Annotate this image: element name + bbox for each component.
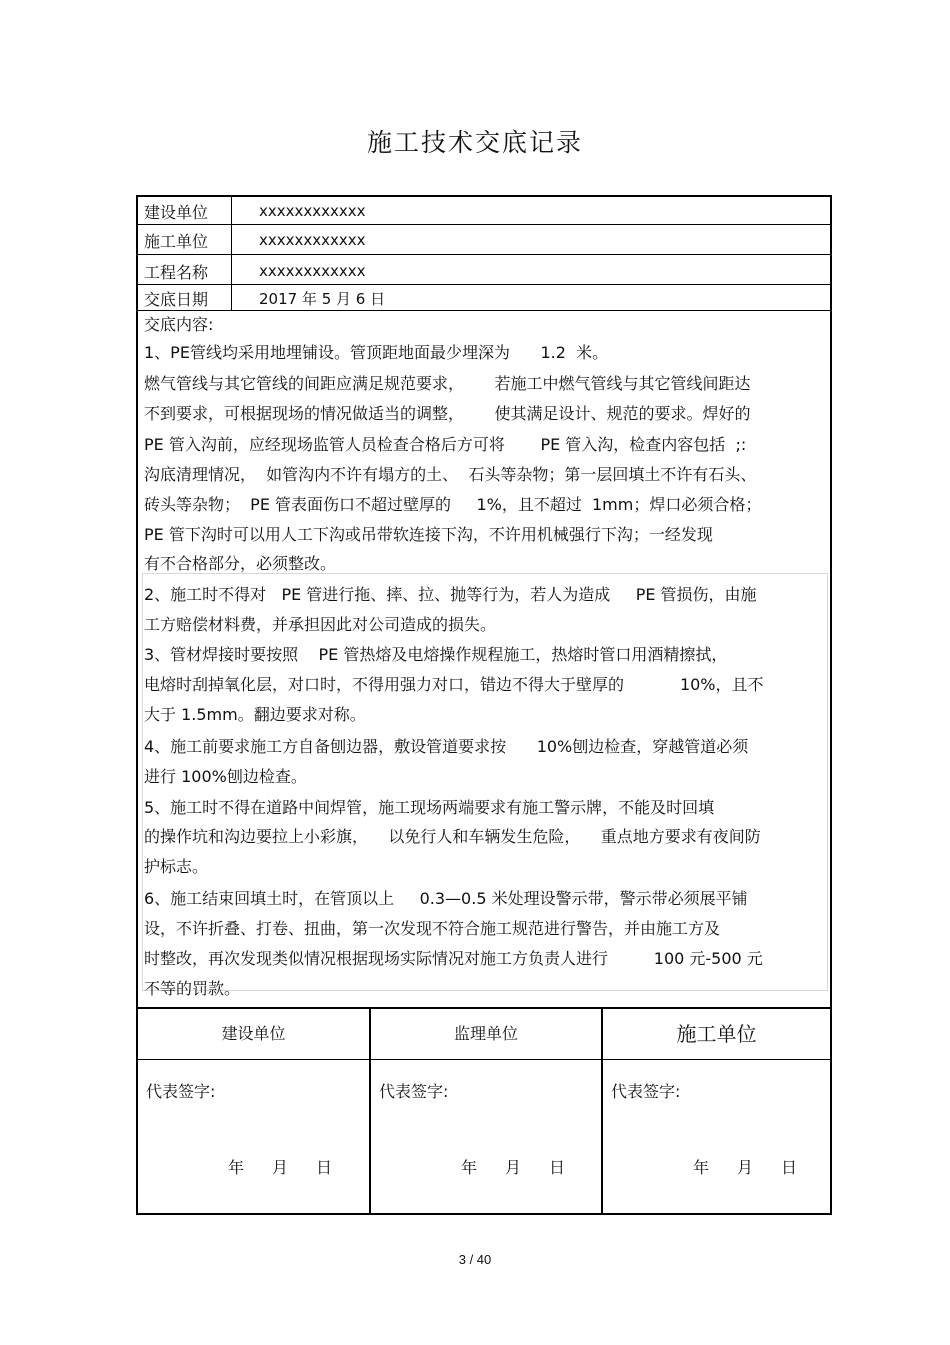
month-label: 月 <box>505 1158 522 1177</box>
year-label: 年 <box>461 1158 478 1177</box>
content-line: 时整改，再次发现类似情况根据现场实际情况对施工方负责人进行 100 元-500 元 <box>144 949 763 968</box>
info-value: 2017 年 5 月 6 日 <box>259 290 386 308</box>
signature-date <box>461 1155 593 1178</box>
info-row-handover-date <box>138 285 830 311</box>
info-label: 交底日期 <box>144 290 209 309</box>
handover-record-table <box>136 195 832 1215</box>
representative-signature-label: 代表签字: <box>146 1082 216 1101</box>
content-line: 进行 100%刨边检查。 <box>144 767 307 786</box>
year-label: 年 <box>228 1158 245 1177</box>
content-line: 1、PE管线均采用地埋铺设。管顶距地面最少埋深为 1.2 米。 <box>144 343 609 362</box>
signature-date <box>693 1155 825 1178</box>
content-line: 砖头等杂物； PE 管表面伤口不超过壁厚的 1%，且不超过 1mm；焊口必须合格； <box>144 495 762 514</box>
content-line: 设，不许折叠、打卷、扭曲，第一次发现不符合施工规范进行警告，并由施工方及 <box>144 919 721 938</box>
signature-unit-title: 施工单位 <box>603 1009 830 1060</box>
content-line: 不到要求，可根据现场的情况做适当的调整， 使其满足设计、规范的要求。焊好的 <box>144 404 751 423</box>
signature-unit-title: 建设单位 <box>138 1009 369 1060</box>
day-label: 日 <box>781 1158 798 1177</box>
info-value: xxxxxxxxxxxx <box>259 231 366 249</box>
content-line: 的操作坑和沟边要拉上小彩旗， 以免行人和车辆发生危险， 重点地方要求有夜间防 <box>144 827 761 846</box>
content-line: 大于 1.5mm。翻边要求对称。 <box>144 705 366 724</box>
info-row-builder-unit <box>138 225 830 255</box>
content-line: 燃气管线与其它管线的间距应满足规范要求， 若施工中燃气管线与其它管线间距达 <box>144 374 751 393</box>
signature-area <box>138 1007 830 1215</box>
month-label: 月 <box>272 1158 289 1177</box>
info-row-construction-unit <box>138 197 830 225</box>
signature-column-supervision <box>371 1009 601 1215</box>
content-line: PE 管入沟前，应经现场监管人员检查合格后方可将 PE 管入沟，检查内容包括 ;: <box>144 435 747 454</box>
content-line: 不等的罚款。 <box>144 979 241 998</box>
content-heading: 交底内容: <box>144 315 214 334</box>
signature-column-construction <box>138 1009 369 1215</box>
signature-unit-title: 监理单位 <box>371 1009 601 1060</box>
content-line: PE 管下沟时可以用人工下沟或吊带软连接下沟，不许用机械强行下沟；一经发现 <box>144 525 713 544</box>
handover-content <box>138 311 830 1007</box>
signature-column-builder <box>603 1009 830 1215</box>
year-label: 年 <box>693 1158 710 1177</box>
day-label: 日 <box>316 1158 333 1177</box>
content-line: 4、施工前要求施工方自备刨边器，敷设管道要求按 10%刨边检查，穿越管道必须 <box>144 737 749 756</box>
info-label: 工程名称 <box>144 263 209 282</box>
content-line: 3、管材焊接时要按照 PE 管热熔及电熔操作规程施工，热熔时管口用酒精擦拭， <box>144 645 728 664</box>
info-value: xxxxxxxxxxxx <box>259 202 366 220</box>
page-number: 3 / 40 <box>458 1252 492 1267</box>
content-line: 有不合格部分，必须整改。 <box>144 554 337 573</box>
content-line: 护标志。 <box>144 857 209 876</box>
page-title: 施工技术交底记录 <box>366 128 583 157</box>
month-label: 月 <box>737 1158 754 1177</box>
content-line: 5、施工时不得在道路中间焊管，施工现场两端要求有施工警示牌，不能及时回填 <box>144 798 715 817</box>
signature-date <box>228 1155 360 1178</box>
content-line: 沟底清理情况， 如管沟内不许有塌方的土、 石头等杂物；第一层回填土不许有石头、 <box>144 465 757 484</box>
day-label: 日 <box>549 1158 566 1177</box>
content-line: 2、施工时不得对 PE 管进行拖、摔、拉、抛等行为，若人为造成 PE 管损伤，由施 <box>144 585 757 604</box>
info-row-project-name <box>138 255 830 285</box>
info-label: 施工单位 <box>144 232 209 251</box>
content-line: 电熔时刮掉氧化层，对口时，不得用强力对口，错边不得大于壁厚的 10%，且不 <box>144 675 764 694</box>
content-line: 工方赔偿材料费，并承担因此对公司造成的损失。 <box>144 615 497 634</box>
info-value: xxxxxxxxxxxx <box>259 262 366 280</box>
info-label: 建设单位 <box>144 203 209 222</box>
representative-signature-label: 代表签字: <box>611 1082 681 1101</box>
representative-signature-label: 代表签字: <box>379 1082 449 1101</box>
content-line: 6、施工结束回填土时，在管顶以上 0.3—0.5 米处理设警示带，警示带必须展平铺 <box>144 889 748 908</box>
